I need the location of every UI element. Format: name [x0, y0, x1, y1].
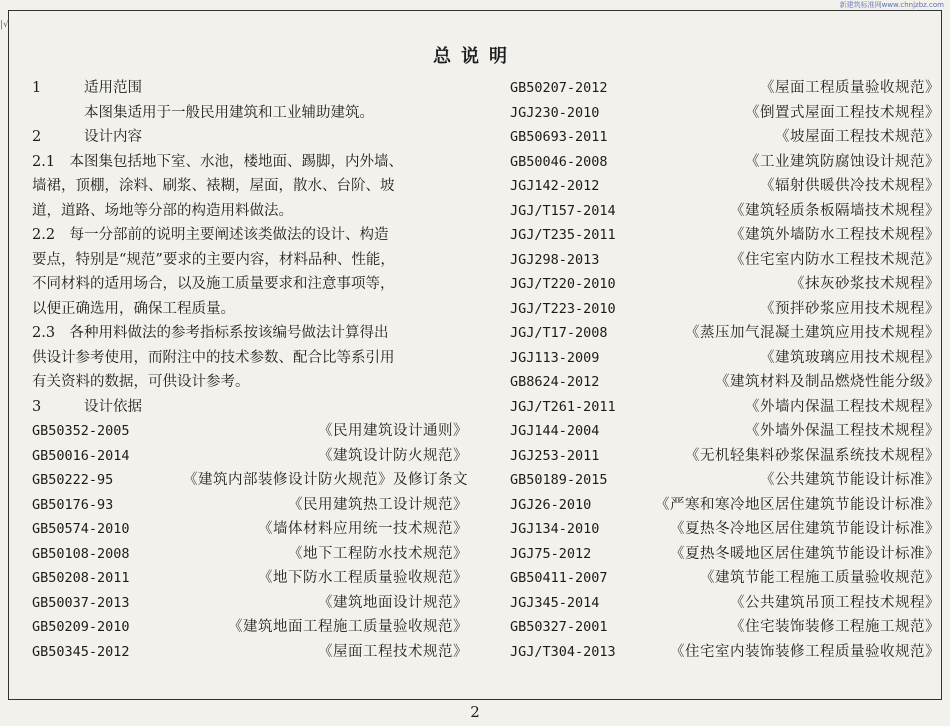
standard-code: GB50352-2005: [32, 423, 130, 439]
standard-reference: [510, 419, 940, 444]
standard-name: 《建筑内部装修设计防火规范》及修订条文: [183, 472, 468, 488]
standard-code: JGJ142-2012: [510, 178, 600, 194]
standard-name: 《建筑玻璃应用技术规程》: [760, 349, 940, 366]
paragraph-line: 2.2 每一分部前的说明主要阐述该类做法的设计、构造: [32, 227, 389, 243]
standard-name: 《建筑材料及制品燃烧性能分级》: [715, 374, 940, 390]
standard-code: GB8624-2012: [510, 374, 600, 390]
standard-code: JGJ26-2010: [510, 496, 592, 513]
section-1-heading: [32, 76, 468, 101]
standard-code: GB50411-2007: [510, 570, 608, 586]
standard-reference: [510, 493, 940, 518]
standard-name: 《屋面工程技术规范》: [318, 643, 468, 660]
standard-reference: [32, 615, 468, 640]
standard-name: 《工业建筑防腐蚀设计规范》: [745, 153, 940, 170]
standard-reference: [510, 542, 940, 567]
standard-name: 《屋面工程质量验收规范》: [760, 80, 940, 96]
standard-reference: [510, 150, 940, 175]
standard-reference: [510, 566, 940, 591]
standard-code: GB50222-95: [32, 472, 114, 488]
paragraph-line: 以便正确选用，确保工程质量。: [32, 300, 235, 317]
standard-reference: [510, 370, 940, 395]
standard-code: JGJ/T17-2008: [510, 325, 608, 341]
paragraph-line: 供设计参考使用，而附注中的技术参数、配合比等系引用: [32, 349, 395, 366]
standard-name: 《建筑设计防火规范》: [318, 447, 468, 464]
standard-reference: [32, 517, 468, 542]
standard-code: GB50693-2011: [510, 129, 608, 145]
standard-name: 《民用建筑热工设计规范》: [288, 496, 468, 513]
standard-code: JGJ75-2012: [510, 545, 592, 562]
standard-code: JGJ298-2013: [510, 251, 600, 268]
standard-name: 《夏热冬冷地区居住建筑节能设计标准》: [670, 521, 940, 537]
standard-reference: [510, 615, 940, 640]
standard-code: JGJ/T261-2011: [510, 398, 616, 415]
section-3-heading: [32, 395, 468, 420]
standard-name: 《公共建筑节能设计标准》: [760, 472, 940, 488]
paragraph-line: 2.3 各种用料做法的参考指标系按该编号做法计算得出: [32, 325, 389, 341]
paragraph-line: 有关资料的数据，可供设计参考。: [32, 374, 250, 390]
standard-reference: [510, 517, 940, 542]
standard-reference: [510, 468, 940, 493]
standard-reference: [510, 395, 940, 420]
standard-reference: [510, 272, 940, 297]
standard-code: GB50208-2011: [32, 570, 130, 586]
standard-name: 《严寒和寒冷地区居住建筑节能设计标准》: [655, 496, 940, 513]
standard-code: GB50037-2013: [32, 594, 130, 611]
standard-reference: [32, 591, 468, 616]
standard-name: 《夏热冬暖地区居住建筑节能设计标准》: [670, 545, 940, 562]
standard-name: 《住宅室内装饰装修工程质量验收规范》: [670, 643, 940, 660]
standard-name: 《坡屋面工程技术规范》: [775, 129, 940, 145]
right-column: [510, 76, 940, 664]
standard-name: 《无机轻集料砂浆保温系统技术规程》: [685, 447, 940, 464]
standard-code: JGJ/T235-2011: [510, 227, 616, 243]
standard-reference: [510, 125, 940, 150]
left-column: [32, 76, 468, 664]
section-heading: 设计内容: [84, 129, 142, 145]
standard-name: 《地下防水工程质量验收规范》: [258, 570, 468, 586]
standard-code: JGJ144-2004: [510, 423, 600, 439]
section-1-text: 本图集适用于一般民用建筑和工业辅助建筑。: [84, 104, 374, 121]
standard-code: GB50574-2010: [32, 521, 130, 537]
standard-reference: [510, 199, 940, 224]
standard-reference: [32, 542, 468, 567]
standard-name: 《建筑轻质条板隔墙技术规程》: [730, 202, 940, 219]
standard-reference: [510, 101, 940, 126]
standard-reference: [510, 444, 940, 469]
standard-reference: [32, 419, 468, 444]
standard-reference: [32, 468, 468, 493]
standard-reference: [32, 493, 468, 518]
standard-code: JGJ/T220-2010: [510, 276, 616, 292]
standard-name: 《住宅室内防水工程技术规范》: [730, 251, 940, 268]
standard-reference: [510, 297, 940, 322]
standard-code: GB50046-2008: [510, 153, 608, 170]
paragraph-line: 不同材料的适用场合，以及施工质量要求和注意事项等，: [32, 276, 395, 292]
standard-name: 《预拌砂浆应用技术规程》: [760, 300, 940, 317]
section-number: 1: [32, 80, 42, 96]
paragraph-line: 2.1 本图集包括地下室、水池，楼地面、踢脚，内外墙、: [32, 153, 404, 170]
standard-reference: [32, 444, 468, 469]
standard-code: JGJ113-2009: [510, 349, 600, 366]
standard-reference: [510, 591, 940, 616]
section-number: 2: [32, 129, 42, 145]
standard-code: GB50327-2001: [510, 619, 608, 635]
section-heading: 适用范围: [84, 80, 142, 96]
standard-name: 《建筑外墙防水工程技术规程》: [730, 227, 940, 243]
standard-reference: [510, 248, 940, 273]
standard-reference: [32, 640, 468, 665]
standard-name: 《倒置式屋面工程技术规程》: [745, 104, 940, 121]
page-number: 2: [470, 703, 480, 721]
paragraph-line: 墙裙，顶棚，涂料、刷浆、裱糊，屋面，散水、台阶、坡: [32, 178, 395, 194]
standard-code: JGJ/T157-2014: [510, 202, 616, 219]
standard-reference: [510, 223, 940, 248]
standard-reference: [32, 566, 468, 591]
standard-code: GB50108-2008: [32, 545, 130, 562]
standard-name: 《地下工程防水技术规范》: [288, 545, 468, 562]
paragraph-line: 要点，特别是“规范”要求的主要内容，材料品种、性能，: [32, 251, 395, 268]
standard-code: GB50176-93: [32, 496, 114, 513]
watermark: 新建筑标准网www.chnjzbz.com: [839, 1, 944, 9]
standard-reference: [510, 640, 940, 665]
standard-code: JGJ/T304-2013: [510, 643, 616, 660]
standard-name: 《公共建筑吊顶工程技术规程》: [730, 594, 940, 611]
section-number: 3: [32, 398, 42, 415]
standard-code: JGJ253-2011: [510, 447, 600, 464]
standard-name: 《民用建筑设计通则》: [318, 423, 468, 439]
standard-name: 《建筑节能工程施工质量验收规范》: [700, 570, 940, 586]
standard-code: GB50207-2012: [510, 80, 608, 96]
standard-code: JGJ230-2010: [510, 104, 600, 121]
standard-code: GB50345-2012: [32, 643, 130, 660]
standard-name: 《建筑地面工程施工质量验收规范》: [228, 619, 468, 635]
section-heading: 设计依据: [84, 398, 142, 415]
section-2-heading: [32, 125, 468, 150]
standard-code: JGJ134-2010: [510, 521, 600, 537]
standard-name: 《抹灰砂浆技术规程》: [790, 276, 940, 292]
standard-name: 《建筑地面设计规范》: [318, 594, 468, 611]
standard-code: JGJ345-2014: [510, 594, 600, 611]
paragraph-line: 道，道路、场地等分部的构造用料做法。: [32, 202, 293, 219]
standard-name: 《住宅装饰装修工程施工规范》: [730, 619, 940, 635]
standard-reference: [510, 321, 940, 346]
standard-code: GB50189-2015: [510, 472, 608, 488]
standard-name: 《蒸压加气混凝土建筑应用技术规程》: [685, 325, 940, 341]
standard-code: GB50209-2010: [32, 619, 130, 635]
standard-name: 《墙体材料应用统一技术规范》: [258, 521, 468, 537]
standard-name: 《外墙内保温工程技术规程》: [745, 398, 940, 415]
binding-marks: |√: [0, 20, 9, 30]
standard-reference: [510, 346, 940, 371]
standard-reference: [510, 174, 940, 199]
standard-name: 《辐射供暖供冷技术规程》: [760, 178, 940, 194]
page-title: 总说明: [433, 46, 517, 67]
standard-reference: [510, 76, 940, 101]
standard-code: JGJ/T223-2010: [510, 300, 616, 317]
standard-code: GB50016-2014: [32, 447, 130, 464]
standard-name: 《外墙外保温工程技术规程》: [745, 423, 940, 439]
